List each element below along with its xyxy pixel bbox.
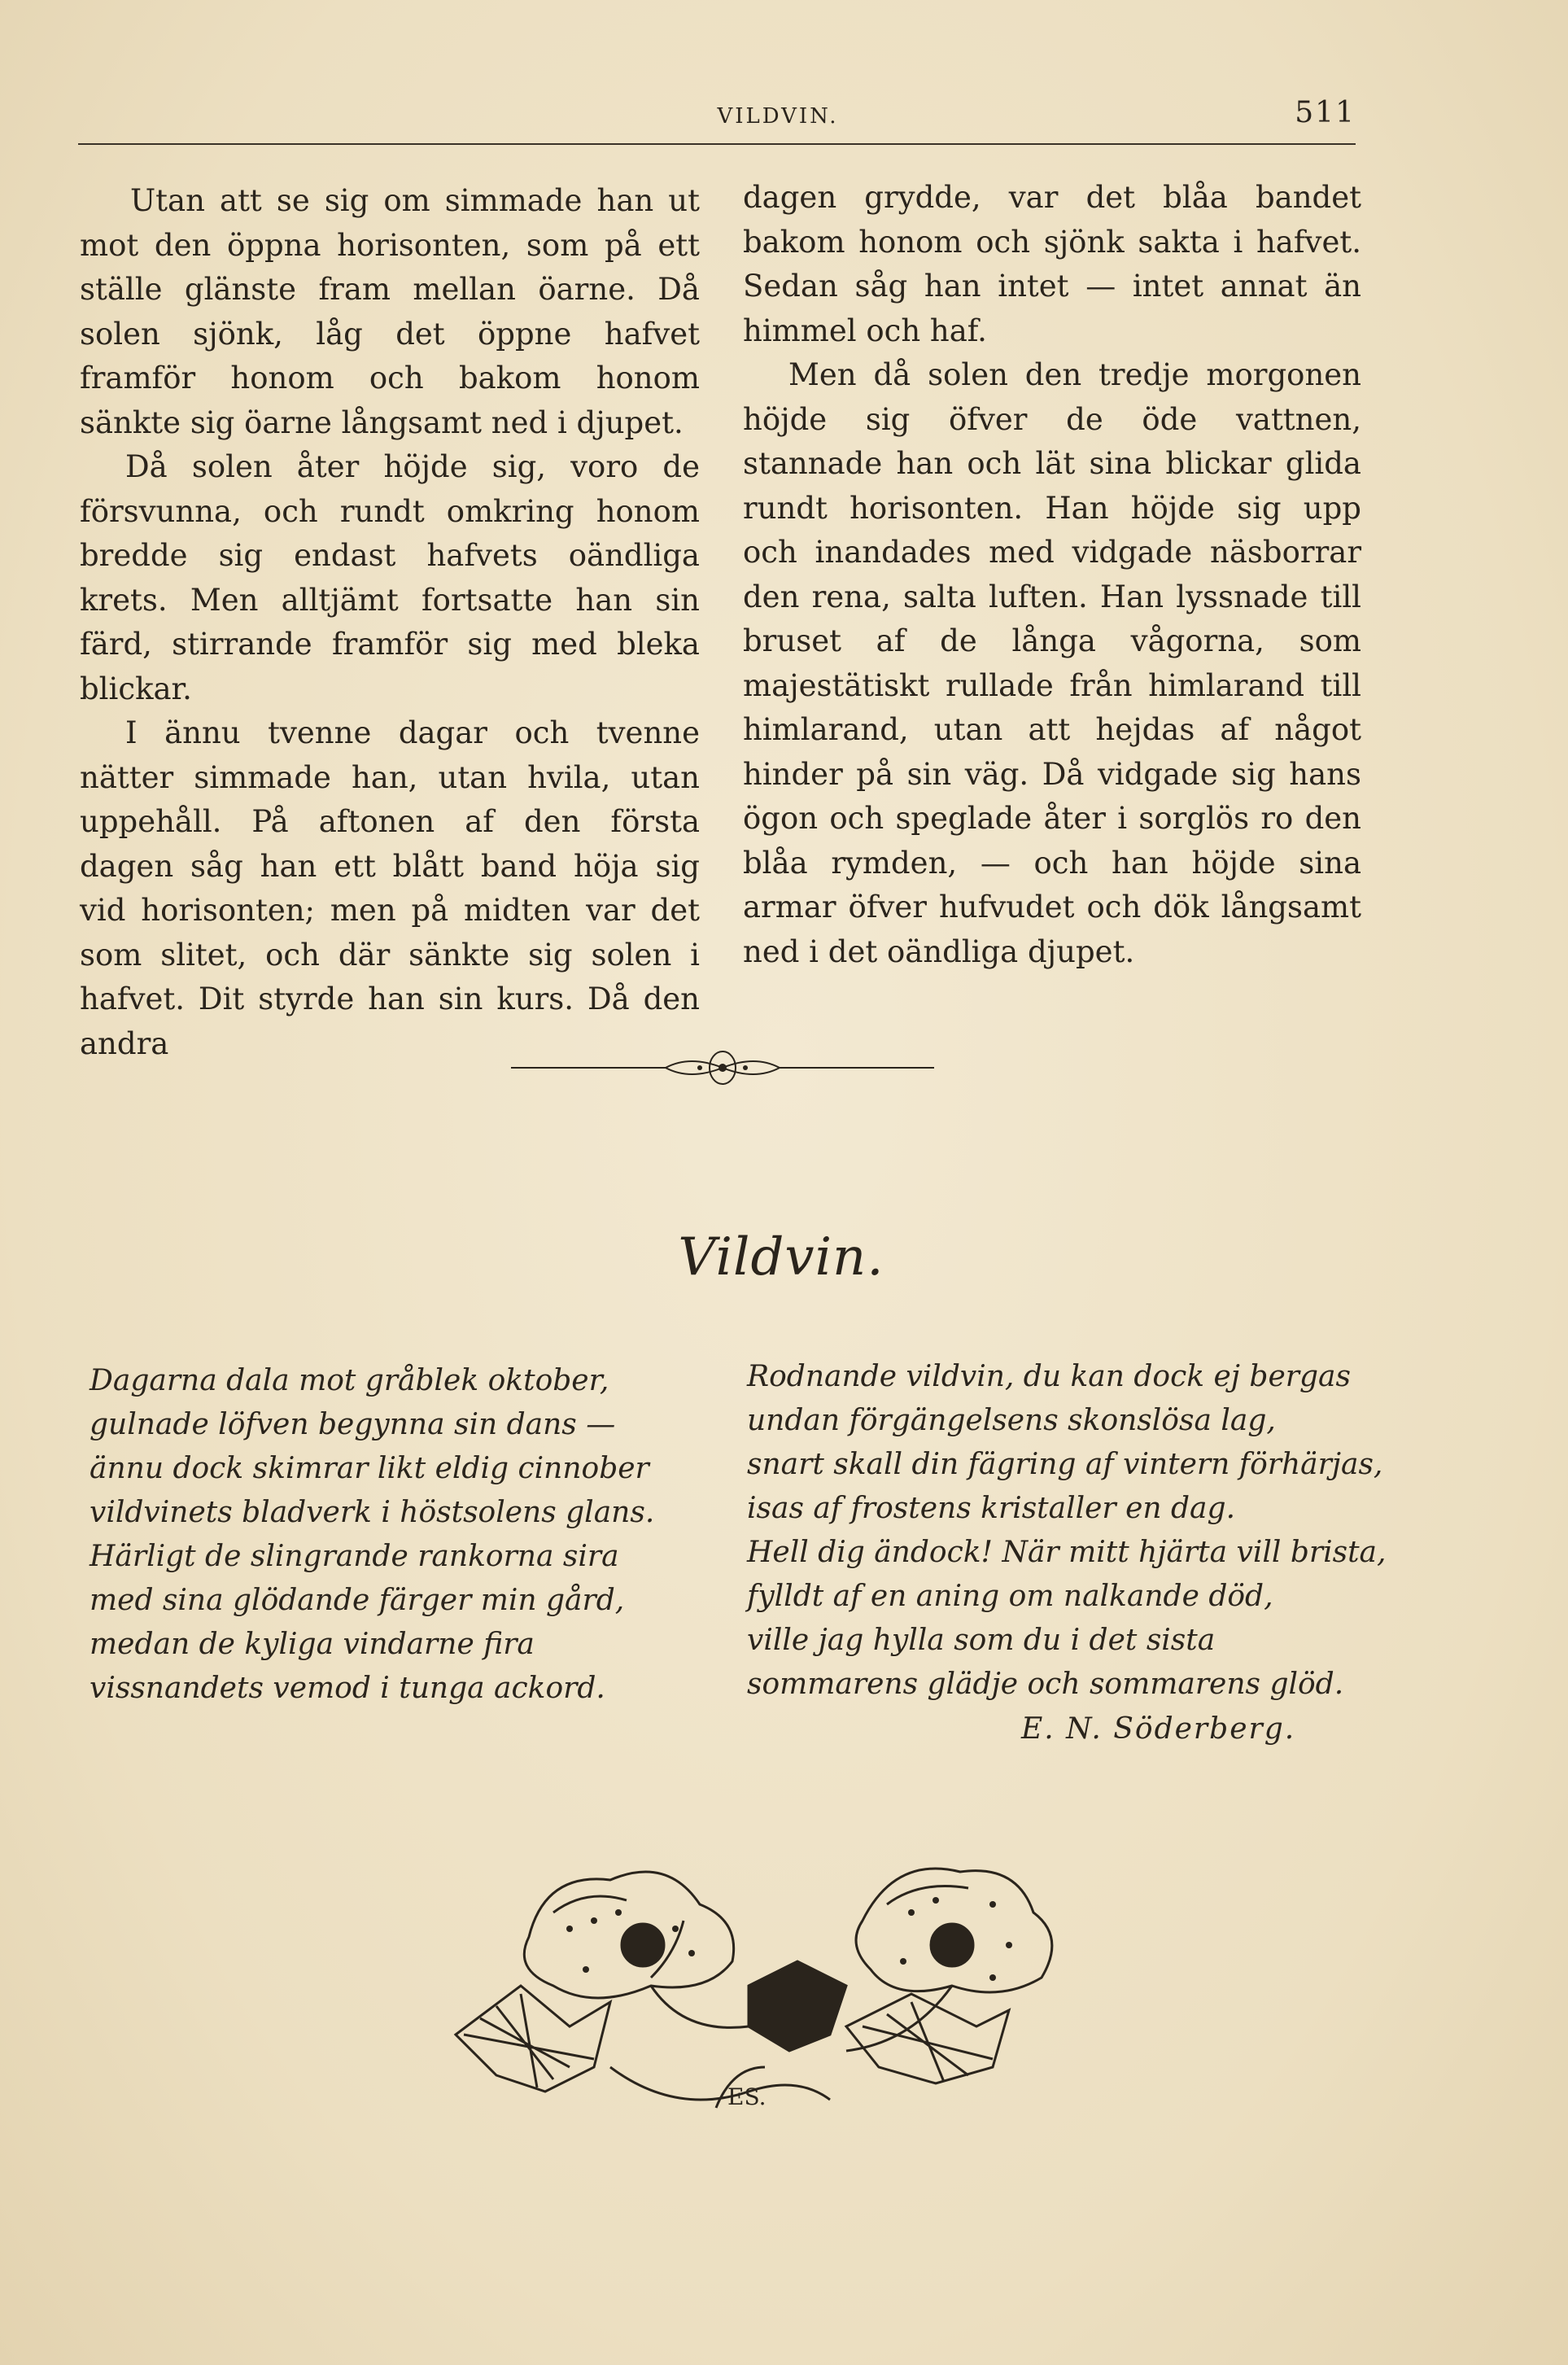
illustrator-monogram: ES. xyxy=(727,2083,767,2110)
story-right-column xyxy=(743,176,1361,974)
poem-line: vildvinets bladverk i höstsolens glans. xyxy=(90,1496,655,1529)
poem-line: ännu dock skimrar likt eldig cinnober xyxy=(90,1452,649,1485)
story-paragraph: Utan att se sig om simmade han ut mot den öppna horisonten, som på ett ställe glänste fram mellan öarne. Då solen sjönk, låg det öppne hafvet framför honom och bakom honom sänkte sig öarne långsamt ned i djupet. xyxy=(80,183,700,440)
poem-stanza-right xyxy=(747,1355,1387,1707)
poem-line: Hell dig ändock! När mitt hjärta vill brista, xyxy=(747,1536,1387,1569)
story-left-column xyxy=(80,179,700,1066)
poem-line: Rodnande vildvin, du kan dock ej bergas xyxy=(747,1360,1351,1393)
story-paragraph: dagen grydde, var det blåa bandet bakom honom och sjönk sakta i hafvet. Sedan såg han intet — intet annat än himmel och haf. xyxy=(743,180,1361,348)
story-paragraph: Men då solen den tredje morgonen höjde sig öfver de öde vattnen, stannade han och lät sina blickar glida rundt horisonten. Han höjde sig upp och inandades med vidgade näsborrar den rena, salta luften. Han lyssnade till bruset af de långa vågorna, som majestätiskt rullade från himlarand till himlarand, utan att hejdas af något hinder på sin väg. Då vidgade sig hans ögon och speglade åter i sorglös ro den blåa rymden, — och han höjde sina armar öfver hufvudet och dök långsamt ned i det oändliga djupet. xyxy=(743,357,1361,969)
poem-line: sommarens glädje och sommarens glöd. xyxy=(747,1668,1344,1701)
header-rule xyxy=(78,143,1356,145)
poem-line: ville jag hylla som du i det sista xyxy=(747,1624,1216,1657)
story-paragraph: I ännu tvenne dagar och tvenne nätter simmade han, utan hvila, utan uppehåll. På aftonen af den första dagen såg han ett blått band höja sig vid horisonten; men på midten var det som slitet, och där sänkte sig solen i hafvet. Dit styrde han sin kurs. Då den andra xyxy=(80,715,700,1061)
poem-line: snart skall din fägring af vintern förhärjas, xyxy=(747,1448,1383,1481)
poem-line: fylldt af en aning om nalkande död, xyxy=(747,1580,1273,1613)
poem-line: undan förgängelsens skonslösa lag, xyxy=(747,1404,1276,1437)
story-paragraph: Då solen åter höjde sig, voro de försvunna, och rundt omkring honom bredde sig endast hafvets oändliga krets. Men alltjämt fortsatte han sin färd, stirrande framför sig med bleka blickar. xyxy=(80,449,700,706)
poem-line: medan de kyliga vindarne fira xyxy=(90,1628,535,1661)
poem-line: Härligt de slingrande rankorna sira xyxy=(90,1540,619,1573)
poem-line: med sina glödande färger min gård, xyxy=(90,1584,625,1617)
running-title: VILDVIN. xyxy=(717,104,839,129)
poem-title: Vildvin. xyxy=(678,1227,884,1287)
poem-author-signature: E. N. Söderberg. xyxy=(1021,1712,1296,1746)
poem-stanza-left xyxy=(90,1359,708,1711)
poem-line: isas af frostens kristaller en dag. xyxy=(747,1492,1236,1525)
poem-line: vissnandets vemod i tunga ackord. xyxy=(90,1672,605,1705)
section-divider-ornament xyxy=(511,1043,934,1092)
page-number: 511 xyxy=(1295,96,1356,129)
page-header xyxy=(78,96,1356,145)
poem-line: Dagarna dala mot gråblek oktober, xyxy=(90,1364,609,1397)
poem-line: gulnade löfven begynna sin dans — xyxy=(90,1408,616,1441)
